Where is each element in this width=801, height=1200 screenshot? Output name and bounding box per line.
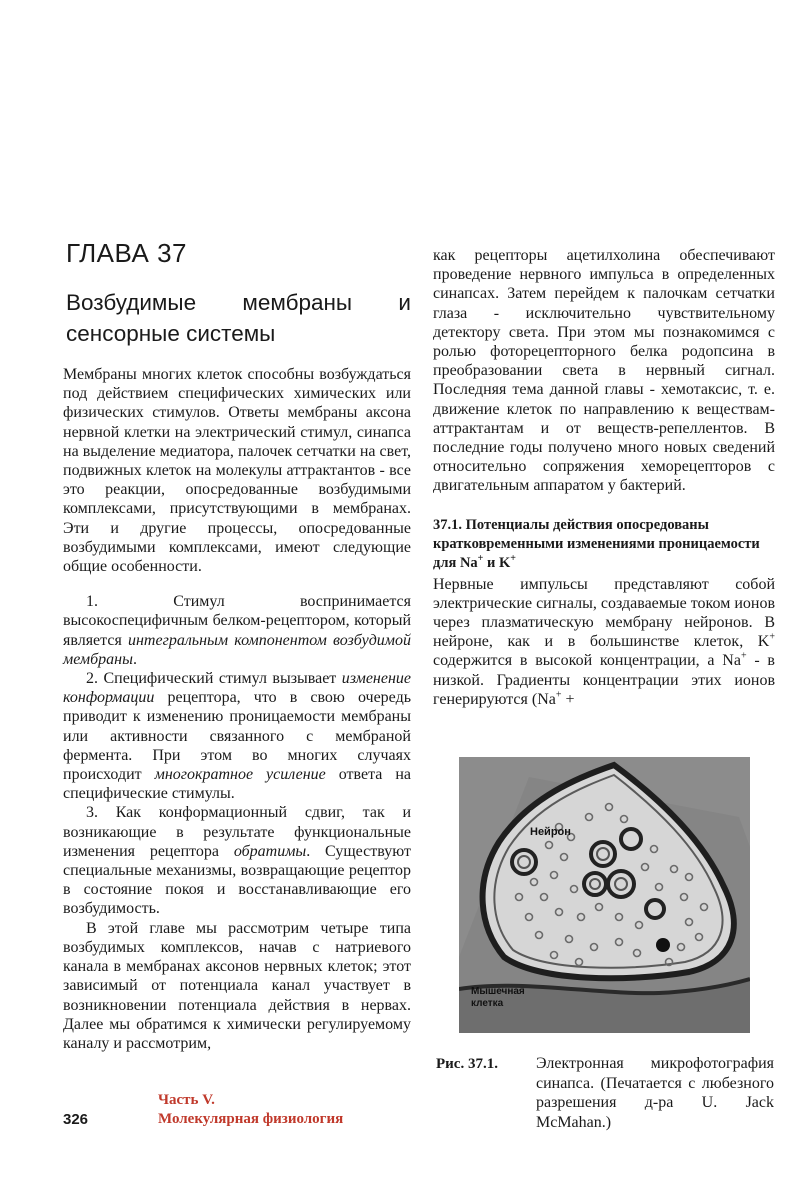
page-number: 326 <box>63 1111 89 1128</box>
part-label: Часть V. <box>158 1092 215 1108</box>
list-item-2: 2. Специфический стимул вызывает изменение конформации рецептора, что в свою очередь приводит к изменению проницаемости мембраны или активности связанного с мембраной фермента. При этом во многих случаях происходит многократное усиление ответа на специфические стимулы. <box>63 670 411 803</box>
closing-paragraph: В этой главе мы рассмотрим четыре типа возбудимых комплексов, начав с натриевого канала в мембранах аксонов нервных клеток; этот зависимый от потенциала канал участвует в возникновении потенциала действия в нервах. Далее мы обратимся к химически регулируемому каналу и рассмотрим, <box>63 919 411 1052</box>
synapse-micrograph <box>459 757 750 1033</box>
chapter-number: ГЛАВА 37 <box>66 238 187 268</box>
figure-caption-number: Рис. 37.1. <box>436 1056 498 1072</box>
right-column <box>433 246 775 709</box>
chapter-title: Возбудимые мембраны и сенсорные системы <box>66 290 411 346</box>
label-neuron: Нейрон <box>530 826 571 838</box>
part-title <box>158 1091 343 1129</box>
figure-caption-text: Электронная микрофотография синапса. (Печатается с любезного разрешения д-ра U. Jack McMahan.) <box>536 1055 774 1131</box>
list-item-1: 1. Стимул воспринимается высокоспецифичным белком-рецептором, который является интегральным компонентом возбудимой мембраны. <box>63 593 411 668</box>
label-muscle-cell: Мышечная клетка <box>471 986 525 1009</box>
continuation-paragraph: как рецепторы ацетилхолина обеспечивают проведение нервного импульса в определенных синапсах. Затем перейдем к палочкам сетчатки глаза - исключительно чувствительному детектору света. При этом мы познакомимся с ролью фоторецепторного белка родопсина в преобразовании света в нервный сигнал. Последняя тема данной главы - хемотаксис, т. е. движение клеток по направлению к веществам-аттрактантам и от веществ-репеллентов. В последние годы получено много новых сведений относительно сопряжения хеморецепторов с двигательным аппаратом у бактерий. <box>433 247 775 495</box>
intro-paragraph: Мембраны многих клеток способны возбуждаться под действием специфических химических или физических стимулов. Ответы мембраны аксона нервной клетки на электрический стимул, синапса на выделение медиатора, палочек сетчатки на свет, подвижных клеток на молекулы аттрактантов - все это реакции, опосредованные возбудимыми комплексами, присутствующими в мембранах. Эти и другие процессы, опосредованные возбудимыми комплексами, имеют следующие общие особенности. <box>63 366 411 576</box>
section-heading: 37.1. Потенциалы действия опосредованы кратковременными изменениями проницаемости для Na+ и K+ <box>433 516 760 571</box>
list-item-3: 3. Как конформационный сдвиг, так и возникающие в результате функциональные изменения рецептора обратимы. Существуют специальные механизмы, возвращающие рецептор в состояние покоя и восстанавливающие его возбудимость. <box>63 804 411 918</box>
part-name: Молекулярная физиология <box>158 1111 344 1127</box>
section-body: Нервные импульсы представляют собой электрические сигналы, создаваемые током ионов через плазматическую мембрану нейронов. В нейроне, как и в большинстве клеток, K+ содержится в высокой концентрации, а Na+ - в низкой. Градиенты концентрации этих ионов генерируются (Na+ + <box>433 575 775 708</box>
left-column <box>63 365 411 1053</box>
